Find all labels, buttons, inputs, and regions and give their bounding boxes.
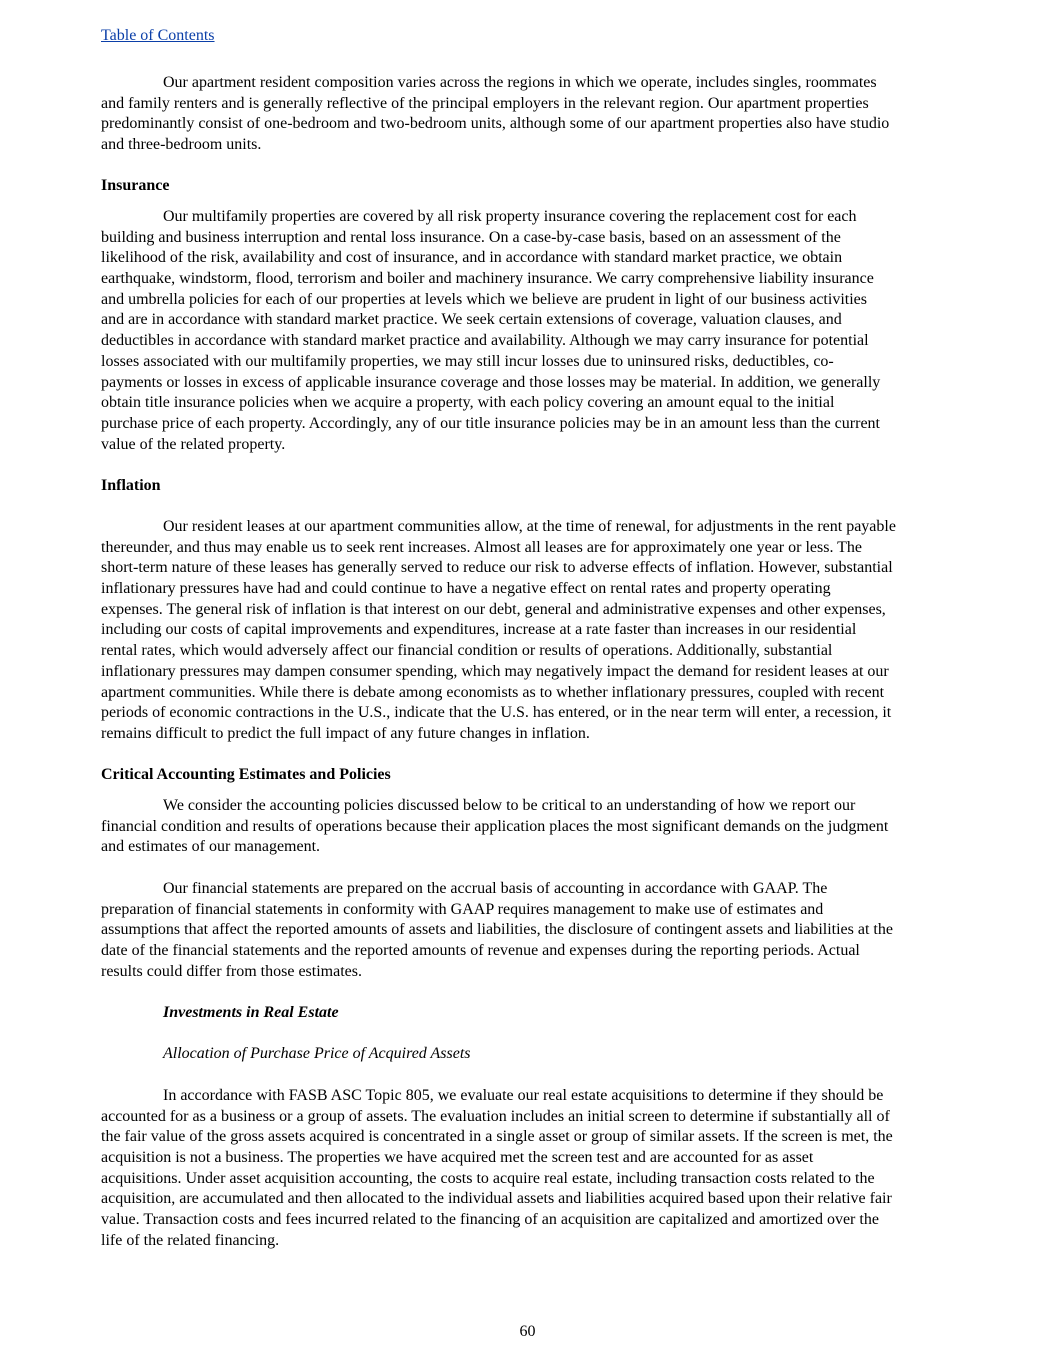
paragraph-line: Our financial statements are prepared on the accrual basis of accounting in accordance with GAAP. The xyxy=(163,880,828,897)
paragraph-line: building and business interruption and rental loss insurance. On a case-by-case basis, based on an assessment of the xyxy=(101,228,841,246)
paragraph-line: and are in accordance with standard market practice. We seek certain extensions of coverage, valuation clauses, and xyxy=(101,311,842,329)
paragraph-line: periods of economic contractions in the U.S., indicate that the U.S. has entered, or in the near term will enter, a recession, it xyxy=(101,704,892,722)
paragraph-line: likelihood of the risk, availability and cost of insurance, and in accordance with standard market practice, we obtain xyxy=(101,249,843,267)
paragraph-line: acquisition is not a business. The properties we have acquired met the screen test and are accounted for as asset xyxy=(101,1149,814,1167)
paragraph-line: deductibles in accordance with standard market practice and availability. Although we may carry insurance for potential xyxy=(101,332,869,350)
paragraph-inflation xyxy=(101,517,981,745)
paragraph-line: payments or losses in excess of applicable insurance coverage and those losses may be material. In addition, we generally xyxy=(101,373,881,391)
paragraph-line: financial condition and results of operations because their application places the most significant demands on the judgment xyxy=(101,817,889,835)
paragraph-line: We consider the accounting policies discussed below to be critical to an understanding of how we report our xyxy=(163,797,856,814)
paragraph-critical-accounting-intro xyxy=(101,796,981,858)
paragraph-line: accounted for as a business or a group of assets. The evaluation includes an initial screen to determine if substantially all of xyxy=(101,1107,890,1125)
paragraph-line: acquisitions. Under asset acquisition accounting, the costs to acquire real estate, including transaction costs related to the xyxy=(101,1169,875,1187)
page-number: 60 xyxy=(519,1323,536,1340)
paragraph-line: purchase price of each property. Accordingly, any of our title insurance policies may be in an amount less than the current xyxy=(101,414,880,432)
paragraph-line: the fair value of the gross assets acquired is concentrated in a single asset or group of similar assets. If the screen is met, the xyxy=(101,1128,893,1146)
paragraph-line: apartment communities. While there is debate among economists as to whether inflationary pressures, coupled with recent xyxy=(101,683,885,701)
paragraph-apartment-composition xyxy=(101,73,981,156)
subsection-heading-investments-real-estate: Investments in Real Estate xyxy=(163,1004,339,1021)
paragraph-line: date of the financial statements and the reported amounts of revenue and expenses during the reporting periods. Actual xyxy=(101,942,860,960)
paragraph-line: inflationary pressures may dampen consumer spending, which may negatively impact the demand for resident leases at our xyxy=(101,662,889,680)
paragraph-line: rental rates, which would adversely affect our financial condition or results of operations. Additionally, substantial xyxy=(101,642,833,660)
paragraph-line: preparation of financial statements in conformity with GAAP requires management to make use of estimates and xyxy=(101,900,824,918)
table-of-contents-link[interactable]: Table of Contents xyxy=(101,27,215,44)
section-heading-insurance: Insurance xyxy=(101,177,170,194)
paragraph-line: Our multifamily properties are covered by all risk property insurance covering the replacement cost for each xyxy=(163,208,857,225)
paragraph-line: short-term nature of these leases has generally served to reduce our risk to adverse effects of inflation. However, substantial xyxy=(101,559,893,577)
paragraph-line: predominantly consist of one-bedroom and two-bedroom units, although some of our apartment properties also have studio xyxy=(101,115,890,133)
paragraph-line: life of the related financing. xyxy=(101,1231,280,1249)
paragraph-line: and three-bedroom units. xyxy=(101,136,262,154)
paragraph-line: Our apartment resident composition varies across the regions in which we operate, includes singles, roommates xyxy=(163,74,877,91)
paragraph-line: including our costs of capital improvements and expenditures, increase at a rate faster than increases in our residential xyxy=(101,621,857,639)
paragraph-line: remains difficult to predict the full impact of any future changes in inflation. xyxy=(101,724,590,742)
paragraph-line: acquisition, are accumulated and then allocated to the individual assets and liabilities acquired based upon their relative fair xyxy=(101,1190,892,1208)
paragraph-line: thereunder, and thus may enable us to seek rent increases. Almost all leases are for approximately one year or less. The xyxy=(101,538,863,556)
paragraph-line: value of the related property. xyxy=(101,435,286,453)
paragraph-line: Our resident leases at our apartment communities allow, at the time of renewal, for adjustments in the rent payable xyxy=(163,518,896,535)
paragraph-purchase-price-allocation xyxy=(101,1086,981,1252)
paragraph-line: and family renters and is generally reflective of the principal employers in the relevant region. Our apartment properties xyxy=(101,94,869,112)
paragraph-line: and estimates of our management. xyxy=(101,838,321,856)
paragraph-line: earthquake, windstorm, flood, terrorism and boiler and machinery insurance. We carry comprehensive liability insurance xyxy=(101,270,874,288)
paragraph-line: assumptions that affect the reported amounts of assets and liabilities, the disclosure of contingent assets and liabilities at the xyxy=(101,921,893,939)
section-heading-inflation: Inflation xyxy=(101,477,161,494)
paragraph-insurance xyxy=(101,207,981,455)
paragraph-line: value. Transaction costs and fees incurred related to the financing of an acquisition are capitalized and amortized over the xyxy=(101,1211,879,1229)
paragraph-line: and umbrella policies for each of our properties at levels which we believe are prudent in light of our business activities xyxy=(101,290,867,308)
paragraph-line: obtain title insurance policies when we acquire a property, with each policy covering an amount equal to the initial xyxy=(101,394,835,412)
paragraph-line: results could differ from those estimates. xyxy=(101,962,362,980)
paragraph-line: inflationary pressures have had and could continue to have a negative effect on rental rates and property operating xyxy=(101,580,831,598)
paragraph-financial-statements-basis xyxy=(101,879,981,982)
paragraph-line: In accordance with FASB ASC Topic 805, we evaluate our real estate acquisitions to determine if they should be xyxy=(163,1087,884,1104)
paragraph-line: losses associated with our multifamily properties, we may still incur losses due to uninsured risks, deductibles, co- xyxy=(101,352,834,370)
subsection-heading-purchase-price-allocation: Allocation of Purchase Price of Acquired Assets xyxy=(163,1045,471,1062)
section-heading-critical-accounting: Critical Accounting Estimates and Policies xyxy=(101,766,391,783)
toc-header xyxy=(101,26,981,47)
paragraph-line: expenses. The general risk of inflation is that interest on our debt, general and administrative expenses and other expenses, xyxy=(101,600,886,618)
